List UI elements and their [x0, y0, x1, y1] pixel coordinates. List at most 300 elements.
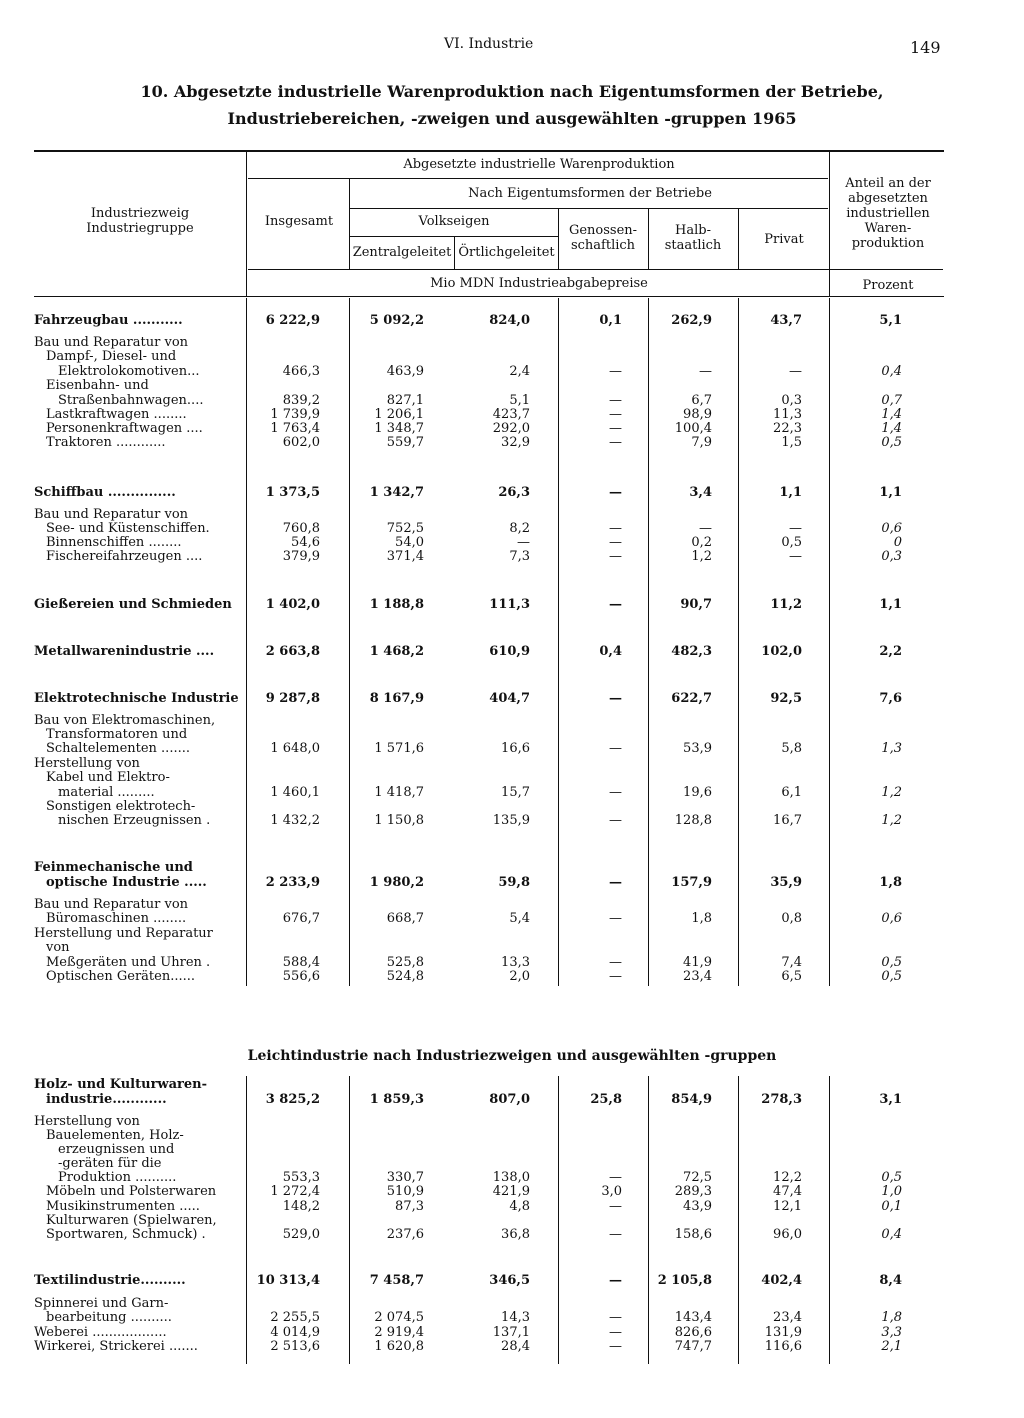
table-row [0, 645, 1024, 659]
cell-col-5: 128,8 [674, 813, 712, 828]
cell-col-4: — [609, 535, 622, 550]
cell-col-1: 10 313,4 [256, 1273, 320, 1288]
cell-col-4: — [609, 1170, 622, 1185]
privat-header: Privat [764, 232, 804, 247]
cell-col-3: — [517, 535, 530, 550]
table-row [0, 1274, 1024, 1288]
cell-col-3: 111,3 [489, 597, 530, 612]
vline-genossen [558, 208, 559, 269]
table-row [0, 714, 1024, 728]
table-row [0, 1311, 1024, 1325]
table-row [0, 550, 1024, 564]
table-row [0, 350, 1024, 364]
row-label: Fahrzeugbau ........... [34, 313, 183, 328]
row-label: bearbeitung .......... [46, 1310, 172, 1325]
cell-col-1: 2 513,6 [270, 1339, 320, 1354]
cell-col-5: 98,9 [683, 407, 712, 422]
cell-col-5: 622,7 [671, 691, 712, 706]
vline-halb [648, 208, 649, 269]
cell-col-5: 19,6 [683, 785, 712, 800]
table-row [0, 757, 1024, 771]
cell-col-6: 22,3 [773, 421, 802, 436]
cell-col-1: 6 222,9 [265, 313, 320, 328]
row-label: Metallwarenindustrie .... [34, 644, 215, 659]
cell-col-5: 41,9 [683, 955, 712, 970]
cell-col-5: 747,7 [674, 1339, 712, 1354]
cell-col-1: 1 402,0 [265, 597, 320, 612]
row-label: Herstellung von [34, 1114, 140, 1129]
cell-col-2: 463,9 [386, 364, 424, 379]
cell-col-5: 826,6 [674, 1325, 712, 1340]
cell-col-6: 43,7 [770, 313, 802, 328]
table-title-line2: Industriebereichen, -zweigen und ausgewählten -gruppen 1965 [227, 109, 797, 128]
table-row [0, 1171, 1024, 1185]
row-label: Textilindustrie.......... [34, 1273, 186, 1288]
table-row [0, 336, 1024, 350]
header-rule-5 [830, 269, 943, 270]
table-row [0, 522, 1024, 536]
cell-col-7: 0,6 [881, 521, 902, 536]
table-row [0, 970, 1024, 984]
cell-col-1: 1 272,4 [270, 1184, 320, 1199]
cell-col-5: 100,4 [674, 421, 712, 436]
cell-col-2: 752,5 [386, 521, 424, 536]
cell-col-6: 1,5 [781, 435, 802, 450]
row-label: Feinmechanische und [34, 860, 193, 875]
table-row [0, 365, 1024, 379]
section-title-leichtindustrie: Leichtindustrie nach Industriezweigen und ausgewählten -gruppen [247, 1048, 777, 1064]
cell-col-3: 135,9 [492, 813, 530, 828]
row-label: Büromaschinen ........ [46, 911, 187, 926]
cell-col-2: 1 620,8 [374, 1339, 424, 1354]
cell-col-2: 54,0 [395, 535, 424, 550]
table-row [0, 912, 1024, 926]
cell-col-1: 9 287,8 [265, 691, 320, 706]
cell-col-1: 556,6 [282, 969, 320, 984]
table-row [0, 1214, 1024, 1228]
cell-col-4: — [609, 1310, 622, 1325]
row-label: Sonstigen elektrotech- [46, 799, 196, 814]
table-row [0, 408, 1024, 422]
row-label: Schiffbau ............... [34, 485, 176, 500]
cell-col-5: 158,6 [674, 1227, 712, 1242]
cell-col-6: 0,5 [781, 535, 802, 550]
cell-col-4: 0,1 [599, 313, 622, 328]
row-label: Eisenbahn- und [46, 378, 149, 393]
cell-col-4: — [609, 785, 622, 800]
cell-col-1: 4 014,9 [270, 1325, 320, 1340]
cell-col-7: 0,1 [881, 1199, 902, 1214]
cell-col-2: 5 092,2 [369, 313, 424, 328]
cell-col-3: 16,6 [501, 741, 530, 756]
row-label: Dampf-, Diesel- und [46, 349, 177, 364]
cell-col-1: 760,8 [282, 521, 320, 536]
cell-col-3: 5,4 [509, 911, 530, 926]
cell-col-1: 1 373,5 [265, 485, 320, 500]
table-row [0, 800, 1024, 814]
stub-header-line1: Industriezweig [90, 206, 190, 221]
cell-col-2: 1 150,8 [374, 813, 424, 828]
cell-col-1: 676,7 [282, 911, 320, 926]
cell-col-6: 12,1 [773, 1199, 802, 1214]
cell-col-2: 7 458,7 [369, 1273, 424, 1288]
cell-col-1: 3 825,2 [265, 1092, 320, 1107]
cell-col-6: 16,7 [773, 813, 802, 828]
cell-col-3: 15,7 [501, 785, 530, 800]
cell-col-3: 5,1 [509, 393, 530, 408]
cell-col-2: 525,8 [386, 955, 424, 970]
cell-col-2: 524,8 [386, 969, 424, 984]
cell-col-7: 3,1 [879, 1092, 902, 1107]
cell-col-7: 8,4 [879, 1273, 902, 1288]
vline-privat [738, 208, 739, 269]
cell-col-7: 0,5 [881, 955, 902, 970]
cell-col-3: 404,7 [489, 691, 530, 706]
cell-col-3: 59,8 [498, 875, 530, 890]
stub-header-line2: Industriegruppe [86, 221, 194, 236]
row-label: Wirkerei, Strickerei ....... [34, 1339, 198, 1354]
cell-col-2: 510,9 [386, 1184, 424, 1199]
table-row [0, 861, 1024, 875]
cell-col-7: 1,2 [881, 813, 902, 828]
row-label: Kabel und Elektro- [46, 770, 170, 785]
cell-col-1: 588,4 [282, 955, 320, 970]
anteil-header: Anteil an der abgesetzten industriellen Waren-produktion [845, 176, 931, 251]
oertlich-header: Örtlichgeleitet [458, 245, 555, 260]
table-row [0, 1129, 1024, 1143]
cell-col-5: — [699, 364, 712, 379]
cell-col-7: 0,3 [881, 549, 902, 564]
table-row [0, 314, 1024, 328]
table-row [0, 771, 1024, 785]
cell-col-2: 1 571,6 [374, 741, 424, 756]
row-label: Schaltelementen ....... [46, 741, 190, 756]
row-label: Transformatoren und [46, 727, 188, 742]
table-row [0, 1228, 1024, 1242]
cell-col-4: — [609, 364, 622, 379]
cell-col-5: 6,7 [691, 393, 712, 408]
cell-col-5: 482,3 [671, 644, 712, 659]
cell-col-6: 0,8 [781, 911, 802, 926]
cell-col-4: — [609, 1227, 622, 1242]
volkseigen-header: Volkseigen [418, 214, 490, 229]
running-head: VI. Industrie [444, 36, 534, 52]
cell-col-5: 23,4 [683, 969, 712, 984]
cell-col-4: — [609, 741, 622, 756]
cell-col-7: 0,7 [881, 393, 902, 408]
row-label: Herstellung von [34, 756, 140, 771]
table-row [0, 1340, 1024, 1354]
cell-col-3: 8,2 [509, 521, 530, 536]
row-label: Musikinstrumenten ..... [46, 1199, 200, 1214]
row-label: Herstellung und Reparatur [34, 926, 213, 941]
table-row [0, 876, 1024, 890]
vline-stub [246, 152, 247, 296]
row-label: erzeugnissen und [58, 1142, 175, 1157]
cell-col-3: 13,3 [501, 955, 530, 970]
cell-col-1: 379,9 [282, 549, 320, 564]
vline-anteil [829, 152, 830, 296]
insgesamt-header: Insgesamt [264, 214, 334, 229]
cell-col-5: 157,9 [671, 875, 712, 890]
cell-col-3: 292,0 [492, 421, 530, 436]
cell-col-3: 32,9 [501, 435, 530, 450]
cell-col-2: 2 074,5 [374, 1310, 424, 1325]
cell-col-4: — [609, 1325, 622, 1340]
cell-col-6: 116,6 [764, 1339, 802, 1354]
row-label: See- und Küstenschiffen. [46, 521, 210, 536]
cell-col-1: 839,2 [282, 393, 320, 408]
cell-col-1: 148,2 [282, 1199, 320, 1214]
row-label: -geräten für die [58, 1156, 162, 1171]
cell-col-3: 36,8 [501, 1227, 530, 1242]
row-label: von [46, 940, 70, 955]
cell-col-4: — [609, 955, 622, 970]
cell-col-7: 1,2 [881, 785, 902, 800]
cell-col-5: 3,4 [689, 485, 712, 500]
cell-col-7: 7,6 [879, 691, 902, 706]
cell-col-7: 3,3 [881, 1325, 902, 1340]
halb-header: Halb-staatlich [664, 223, 722, 253]
cell-col-6: 278,3 [761, 1092, 802, 1107]
cell-col-4: — [609, 969, 622, 984]
table-row [0, 927, 1024, 941]
row-label: optische Industrie ..... [46, 875, 207, 890]
cell-col-7: 1,4 [881, 421, 902, 436]
cell-col-4: — [609, 875, 622, 890]
stub-header [40, 206, 240, 236]
table-row [0, 956, 1024, 970]
cell-col-1: 529,0 [282, 1227, 320, 1242]
table-row [0, 898, 1024, 912]
cell-col-3: 138,0 [492, 1170, 530, 1185]
cell-col-6: 6,1 [781, 785, 802, 800]
row-label: Holz- und Kulturwaren- [34, 1077, 208, 1092]
row-label: Spinnerei und Garn- [34, 1296, 169, 1311]
table-row [0, 1143, 1024, 1157]
row-label: Personenkraftwagen .... [46, 421, 203, 436]
row-label: Bau von Elektromaschinen, [34, 713, 216, 728]
cell-col-5: 854,9 [671, 1092, 712, 1107]
cell-col-4: — [609, 421, 622, 436]
unit-pct-header: Prozent [862, 278, 914, 293]
cell-col-2: 1 348,7 [374, 421, 424, 436]
cell-col-2: 1 206,1 [374, 407, 424, 422]
cell-col-3: 807,0 [489, 1092, 530, 1107]
cell-col-7: 0,4 [881, 364, 902, 379]
cell-col-4: — [609, 597, 622, 612]
cell-col-5: — [699, 521, 712, 536]
genossen-header: Genossen-schaftlich [568, 223, 638, 253]
cell-col-7: 0 [893, 535, 902, 550]
cell-col-4: 25,8 [590, 1092, 622, 1107]
table-row [0, 1078, 1024, 1092]
header-rule-2 [350, 208, 828, 209]
cell-col-7: 2,1 [881, 1339, 902, 1354]
cell-col-7: 1,0 [881, 1184, 902, 1199]
cell-col-6: 11,2 [770, 597, 802, 612]
table-row [0, 1185, 1024, 1199]
page-number: 149 [910, 38, 941, 57]
cell-col-4: — [609, 1273, 622, 1288]
cell-col-6: 131,9 [764, 1325, 802, 1340]
row-label: Bau und Reparatur von [34, 335, 189, 350]
cell-col-6: 402,4 [761, 1273, 802, 1288]
cell-col-2: 2 919,4 [374, 1325, 424, 1340]
row-label: industrie............ [46, 1092, 167, 1107]
cell-col-1: 2 233,9 [265, 875, 320, 890]
cell-col-6: 12,2 [773, 1170, 802, 1185]
cell-col-4: — [609, 1199, 622, 1214]
group-main-header: Abgesetzte industrielle Warenproduktion [403, 157, 675, 172]
row-label: Elektrotechnische Industrie [34, 691, 239, 706]
group-owner-header: Nach Eigentumsformen der Betriebe [468, 186, 712, 201]
cell-col-4: — [609, 435, 622, 450]
table-row [0, 436, 1024, 450]
cell-col-6: 11,3 [773, 407, 802, 422]
cell-col-1: 1 460,1 [270, 785, 320, 800]
cell-col-5: 143,4 [674, 1310, 712, 1325]
cell-col-1: 2 663,8 [265, 644, 320, 659]
cell-col-3: 346,5 [489, 1273, 530, 1288]
cell-col-2: 1 859,3 [369, 1092, 424, 1107]
cell-col-7: 0,5 [881, 1170, 902, 1185]
table-row [0, 728, 1024, 742]
cell-col-3: 26,3 [498, 485, 530, 500]
cell-col-1: 1 648,0 [270, 741, 320, 756]
table-row [0, 422, 1024, 436]
cell-col-4: — [609, 393, 622, 408]
table-row [0, 598, 1024, 612]
table-row [0, 1157, 1024, 1171]
cell-col-3: 137,1 [492, 1325, 530, 1340]
cell-col-5: 1,2 [691, 549, 712, 564]
cell-col-5: 262,9 [671, 313, 712, 328]
row-label: Bau und Reparatur von [34, 897, 189, 912]
cell-col-6: 102,0 [761, 644, 802, 659]
cell-col-3: 7,3 [509, 549, 530, 564]
cell-col-2: 8 167,9 [369, 691, 424, 706]
cell-col-6: 35,9 [770, 875, 802, 890]
cell-col-2: 559,7 [386, 435, 424, 450]
cell-col-1: 1 432,2 [270, 813, 320, 828]
cell-col-1: 2 255,5 [270, 1310, 320, 1325]
cell-col-5: 2 105,8 [657, 1273, 712, 1288]
cell-col-6: — [789, 521, 802, 536]
table-row [0, 941, 1024, 955]
cell-col-4: — [609, 549, 622, 564]
cell-col-7: 1,1 [879, 485, 902, 500]
cell-col-5: 43,9 [683, 1199, 712, 1214]
row-label: Weberei .................. [34, 1325, 167, 1340]
cell-col-2: 668,7 [386, 911, 424, 926]
table-row [0, 742, 1024, 756]
cell-col-4: — [609, 691, 622, 706]
row-label: Produktion .......... [58, 1170, 177, 1185]
zentral-header: Zentralgeleitet [352, 245, 452, 260]
cell-col-5: 289,3 [674, 1184, 712, 1199]
cell-col-1: 553,3 [282, 1170, 320, 1185]
table-row [0, 1115, 1024, 1129]
cell-col-2: 1 342,7 [369, 485, 424, 500]
cell-col-3: 421,9 [492, 1184, 530, 1199]
cell-col-2: 1 468,2 [369, 644, 424, 659]
cell-col-2: 330,7 [386, 1170, 424, 1185]
cell-col-4: — [609, 1339, 622, 1354]
cell-col-5: 0,2 [691, 535, 712, 550]
table-row [0, 508, 1024, 522]
row-label: Traktoren ............ [46, 435, 166, 450]
table-row [0, 536, 1024, 550]
cell-col-6: 96,0 [773, 1227, 802, 1242]
cell-col-4: — [609, 813, 622, 828]
header-top-rule [34, 150, 944, 152]
header-rule-1 [248, 178, 828, 179]
row-label: Gießereien und Schmieden [34, 597, 232, 612]
cell-col-7: 0,6 [881, 911, 902, 926]
cell-col-2: 1 418,7 [374, 785, 424, 800]
cell-col-1: 1 763,4 [270, 421, 320, 436]
row-label: nischen Erzeugnissen . [58, 813, 211, 828]
cell-col-2: 1 188,8 [369, 597, 424, 612]
row-label: Möbeln und Polsterwaren [46, 1184, 217, 1199]
header-bottom-rule [34, 296, 944, 297]
cell-col-4: 3,0 [601, 1184, 622, 1199]
row-label: Fischereifahrzeugen .... [46, 549, 203, 564]
cell-col-4: — [609, 911, 622, 926]
cell-col-5: 7,9 [691, 435, 712, 450]
row-label: Binnenschiffen ........ [46, 535, 182, 550]
table-row [0, 486, 1024, 500]
cell-col-7: 0,5 [881, 969, 902, 984]
cell-col-4: — [609, 521, 622, 536]
cell-col-5: 53,9 [683, 741, 712, 756]
cell-col-3: 28,4 [501, 1339, 530, 1354]
cell-col-5: 72,5 [683, 1170, 712, 1185]
cell-col-3: 824,0 [489, 313, 530, 328]
cell-col-3: 4,8 [509, 1199, 530, 1214]
table-row [0, 786, 1024, 800]
row-label: material ......... [58, 785, 155, 800]
cell-col-2: 237,6 [386, 1227, 424, 1242]
cell-col-1: 466,3 [282, 364, 320, 379]
cell-col-6: 92,5 [770, 691, 802, 706]
cell-col-3: 14,3 [501, 1310, 530, 1325]
cell-col-6: 47,4 [773, 1184, 802, 1199]
cell-col-6: 23,4 [773, 1310, 802, 1325]
row-label: Bauelementen, Holz- [46, 1128, 184, 1143]
cell-col-6: — [789, 549, 802, 564]
cell-col-7: 0,5 [881, 435, 902, 450]
table-row [0, 1326, 1024, 1340]
row-label: Bau und Reparatur von [34, 507, 189, 522]
cell-col-4: — [609, 485, 622, 500]
cell-col-1: 602,0 [282, 435, 320, 450]
cell-col-6: 5,8 [781, 741, 802, 756]
cell-col-7: 0,4 [881, 1227, 902, 1242]
row-label: Optischen Geräten...... [46, 969, 196, 984]
table-row [0, 692, 1024, 706]
cell-col-6: — [789, 364, 802, 379]
cell-col-5: 90,7 [680, 597, 712, 612]
cell-col-6: 6,5 [781, 969, 802, 984]
cell-col-3: 610,9 [489, 644, 530, 659]
cell-col-5: 1,8 [691, 911, 712, 926]
cell-col-1: 54,6 [291, 535, 320, 550]
row-label: Meßgeräten und Uhren . [46, 955, 211, 970]
row-label: Lastkraftwagen ........ [46, 407, 187, 422]
table-row [0, 1297, 1024, 1311]
